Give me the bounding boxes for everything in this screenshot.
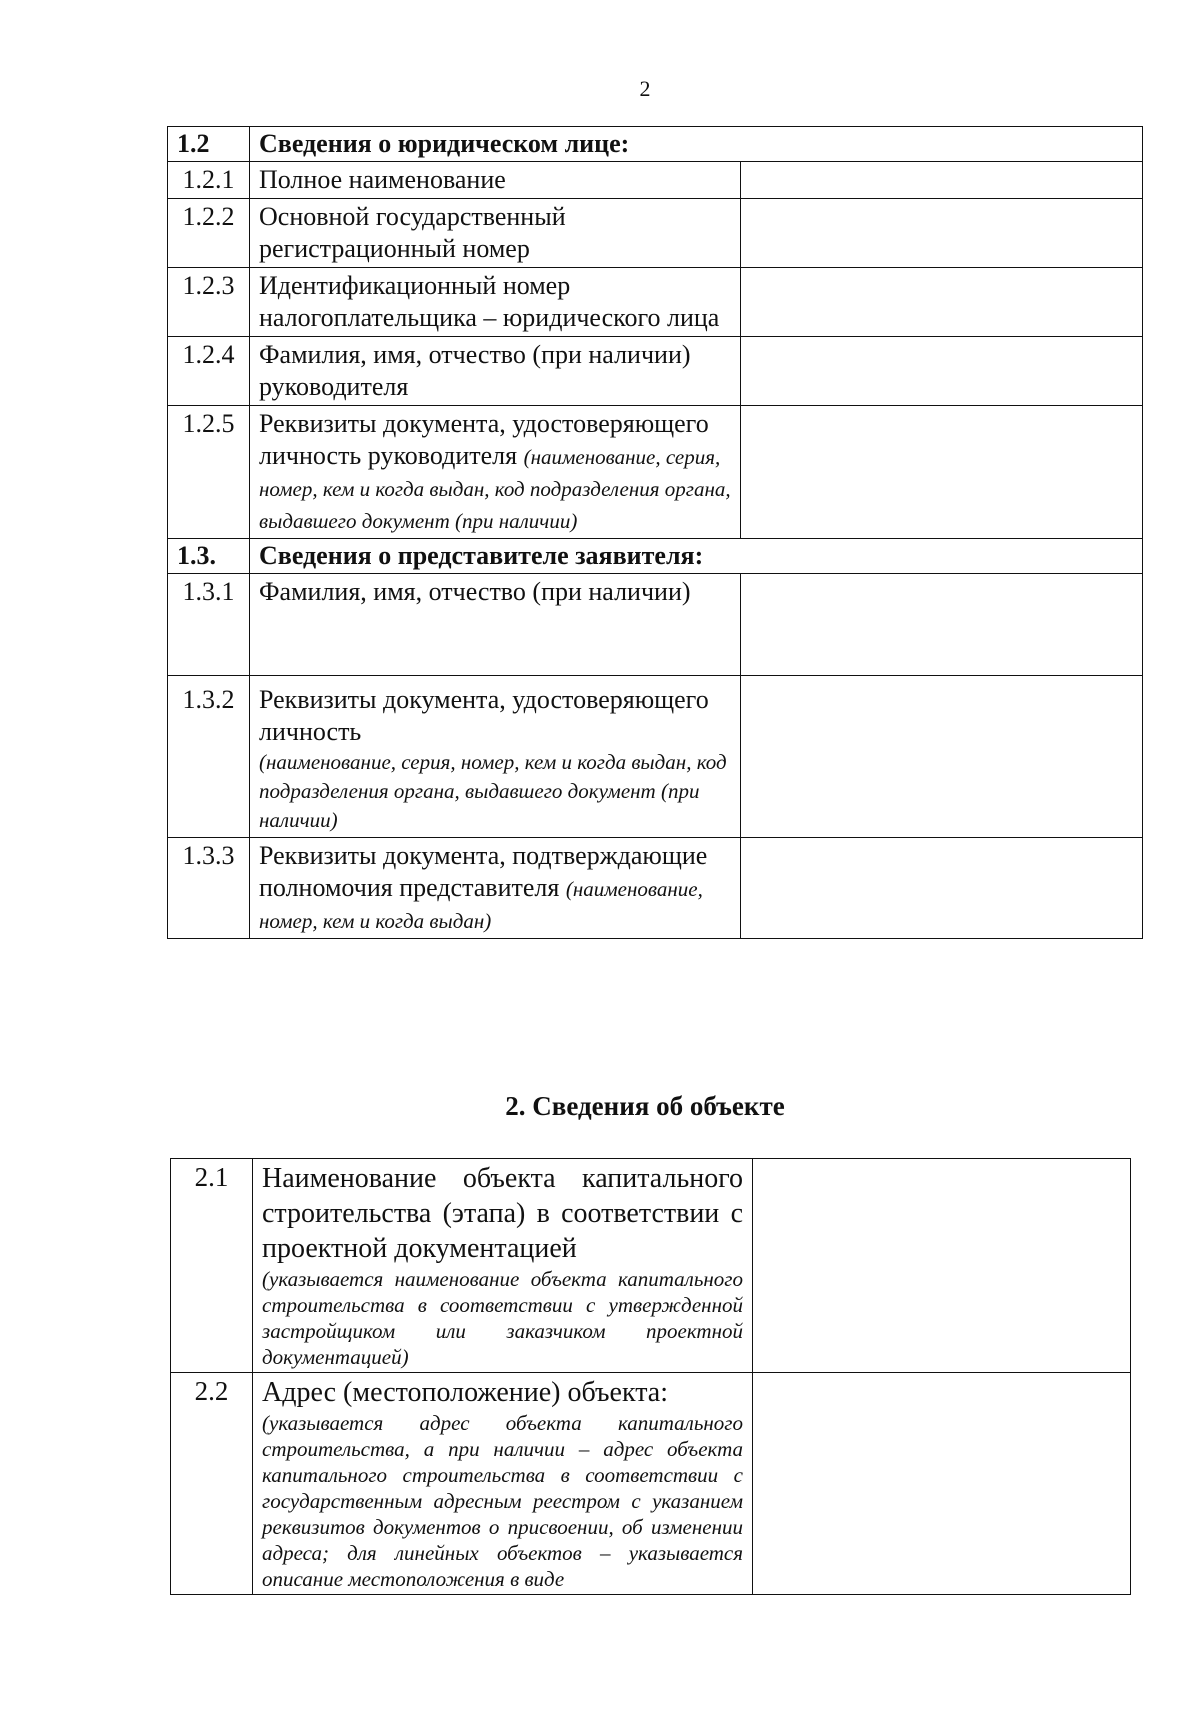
- section-heading: 2. Сведения об объекте: [505, 1091, 785, 1121]
- row-note: (наименование, серия, номер, кем и когда выдан, код подразделения органа, выдавшего документ (при наличии): [259, 445, 731, 533]
- row-number: 1.2.5: [168, 406, 250, 539]
- row-label-cell: [250, 676, 741, 838]
- row-note: (наименование, номер, кем и когда выдан): [259, 877, 703, 933]
- row-label-cell: [250, 838, 741, 939]
- section-title: Сведения о юридическом лице:: [250, 127, 1143, 162]
- table-row: [171, 1373, 1131, 1595]
- row-number: 1.3.1: [168, 574, 250, 676]
- applicant-info-table: [167, 126, 1143, 939]
- row-label: Реквизиты документа, подтверждающие полномочия представителя: [259, 841, 708, 902]
- row-number: 2.1: [171, 1159, 253, 1373]
- row-number: 1.2.2: [168, 199, 250, 268]
- value-cell[interactable]: [741, 268, 1143, 337]
- table-row: [168, 838, 1143, 939]
- row-number: 1.3.2: [168, 676, 250, 838]
- page-number: 2: [639, 76, 651, 101]
- row-number: 1.2.1: [168, 162, 250, 199]
- value-cell[interactable]: [741, 838, 1143, 939]
- row-note: (указывается адрес объекта капитального строительства, а при наличии – адрес объекта капитального строительства в соответствии с государственным адресным реестром с указанием реквизитов документов о присвоении, об изменении адреса; для линейных объектов – указывается описание местоположения в виде: [262, 1411, 743, 1591]
- table-row: [168, 199, 1143, 268]
- value-cell[interactable]: [741, 337, 1143, 406]
- row-label: Реквизиты документа, удостоверяющего личность: [259, 685, 709, 746]
- row-label: Идентификационный номер налогоплательщика – юридического лица: [250, 268, 741, 337]
- row-label: Реквизиты документа, удостоверяющего личность руководителя: [259, 409, 709, 470]
- value-cell[interactable]: [741, 199, 1143, 268]
- table-row: [168, 268, 1143, 337]
- table-row: [168, 406, 1143, 539]
- row-label-cell: [250, 406, 741, 539]
- value-cell[interactable]: [753, 1159, 1131, 1373]
- row-label: Фамилия, имя, отчество (при наличии): [250, 574, 741, 676]
- row-label-cell: [253, 1373, 753, 1595]
- value-cell[interactable]: [741, 574, 1143, 676]
- row-label: Основной государственный регистрационный номер: [250, 199, 741, 268]
- table-row: [171, 1159, 1131, 1373]
- row-label: Фамилия, имя, отчество (при наличии) руководителя: [250, 337, 741, 406]
- row-number: 2.2: [171, 1373, 253, 1595]
- section-title: Сведения о представителе заявителя:: [250, 539, 1143, 574]
- row-number: 1.2.4: [168, 337, 250, 406]
- value-cell[interactable]: [741, 676, 1143, 838]
- row-label-cell: [253, 1159, 753, 1373]
- table-row: [168, 337, 1143, 406]
- section-header-row: [168, 127, 1143, 162]
- value-cell[interactable]: [741, 406, 1143, 539]
- row-note: (указывается наименование объекта капитального строительства в соответствии с утвержденной застройщиком или заказчиком проектной документацией): [262, 1267, 743, 1369]
- row-number: 1.3.3: [168, 838, 250, 939]
- section-number: 1.3.: [168, 539, 250, 574]
- table-row: [168, 162, 1143, 199]
- value-cell[interactable]: [741, 162, 1143, 199]
- table-row: [168, 676, 1143, 838]
- row-label: Адрес (местоположение) объекта:: [262, 1377, 668, 1408]
- row-number: 1.2.3: [168, 268, 250, 337]
- section-number: 1.2: [168, 127, 250, 162]
- section-header-row: [168, 539, 1143, 574]
- value-cell[interactable]: [753, 1373, 1131, 1595]
- table-row: [168, 574, 1143, 676]
- row-label: Наименование объекта капитального строительства (этапа) в соответствии с проектной документацией: [262, 1163, 743, 1264]
- object-info-table: [170, 1158, 1131, 1595]
- row-note: (наименование, серия, номер, кем и когда выдан, код подразделения органа, выдавшего документ (при наличии): [259, 750, 727, 832]
- row-label: Полное наименование: [250, 162, 741, 199]
